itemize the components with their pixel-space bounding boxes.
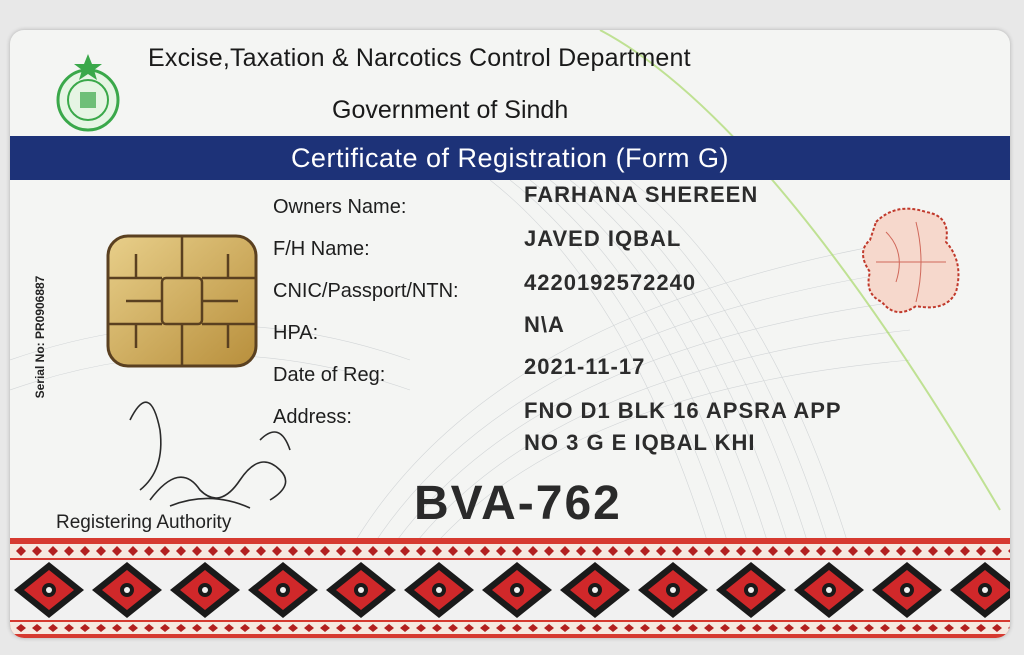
registration-number: BVA-762 (414, 477, 622, 530)
hpa-value: N\A (524, 312, 565, 337)
fh-name-label: F/H Name: (273, 238, 370, 260)
owner-name-label: Owners Name: (273, 196, 407, 218)
registration-card (10, 30, 1010, 638)
date-value: 2021-11-17 (524, 354, 646, 379)
address-line-1: FNO D1 BLK 16 APSRA APP (524, 398, 842, 423)
smart-chip-icon (106, 234, 258, 368)
signature (110, 380, 310, 520)
address-label: Address: (273, 406, 352, 428)
government-title: Government of Sindh (332, 96, 569, 124)
hpa-label: HPA: (273, 322, 319, 344)
certificate-title: Certificate of Registration (Form G) (290, 143, 730, 173)
owner-name-value: FARHANA SHEREEN (524, 182, 759, 207)
ajrak-border-pattern (10, 538, 1010, 638)
cnic-value: 4220192572240 (524, 270, 697, 295)
certificate-banner (10, 136, 1010, 180)
serial-number: Serial No: PR0906887 (33, 275, 47, 399)
sindh-government-emblem-icon (50, 50, 126, 134)
address-line-2: NO 3 G E IQBAL KHI (524, 430, 756, 455)
date-label: Date of Reg: (273, 364, 386, 386)
cnic-label: CNIC/Passport/NTN: (273, 280, 459, 302)
registering-authority-label: Registering Authority (56, 512, 232, 533)
fh-name-value: JAVED IQBAL (524, 226, 682, 251)
sindh-map-icon (856, 202, 968, 320)
department-title: Excise,Taxation & Narcotics Control Department (148, 44, 691, 72)
